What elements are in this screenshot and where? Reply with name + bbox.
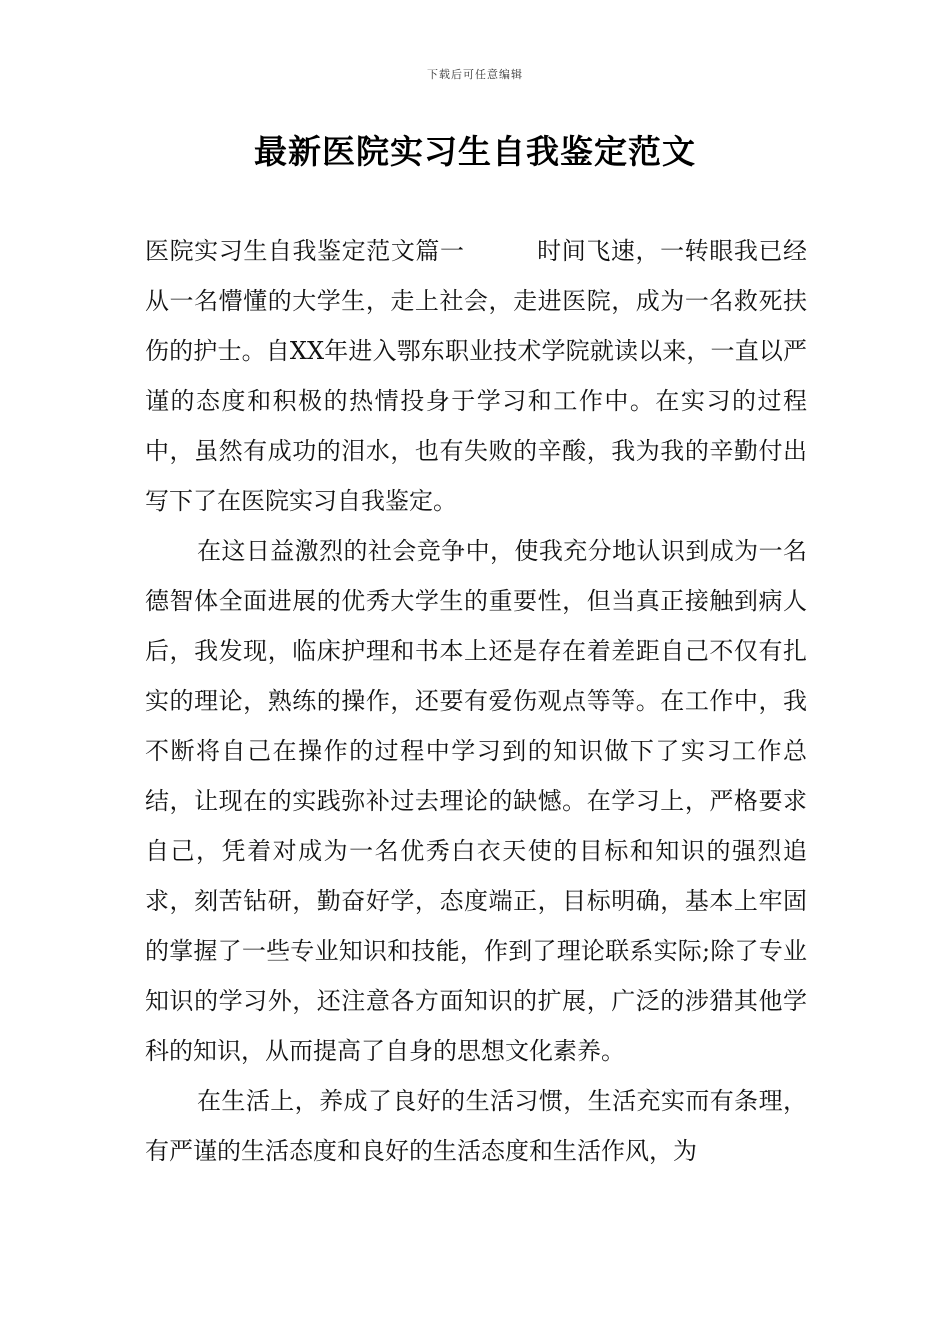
intro-text: 时间飞速，一转眼我已经从一名懵懂的大学生，走上社会，走进医院，成为一名救死扶伤的护士。自XX年进入鄂东职业技术学院就读以来，一直以严谨的态度和积极的热情投身于学习和工作中。在实习的过程中，虽然有成功的泪水，也有失败的辛酸，我为我的辛勤付出写下了在医院实习自我鉴定。 [145,237,808,515]
body-paragraph: 在生活上，养成了良好的生活习惯，生活充实而有条理，有严谨的生活态度和良好的生活态度和生活作风，为 [145,1087,807,1165]
page-title: 最新医院实习生自我鉴定范文 [254,132,696,171]
section-label: 医院实习生自我鉴定范文篇一 [145,237,465,265]
intro-paragraph [145,226,807,526]
header-note: 下载后可任意编辑 [427,68,523,81]
document-body [145,226,807,1176]
body-paragraph: 在这日益激烈的社会竞争中，使我充分地认识到成为一名德智体全面进展的优秀大学生的重要性，但当真正接触到病人后，我发现，临床护理和书本上还是存在着差距自己不仅有扎实的理论，熟练的操作，还要有爱伤观点等等。在工作中，我不断将自己在操作的过程中学习到的知识做下了实习工作总结，让现在的实践弥补过去理论的缺憾。在学习上，严格要求自己，凭着对成为一名优秀白衣天使的目标和知识的强烈追求，刻苦钻研，勤奋好学，态度端正，目标明确，基本上牢固的掌握了一些专业知识和技能，作到了理论联系实际;除了专业知识的学习外，还注意各方面知识的扩展，广泛的涉猎其他学科的知识，从而提高了自身的思想文化素养。 [145,537,807,1065]
